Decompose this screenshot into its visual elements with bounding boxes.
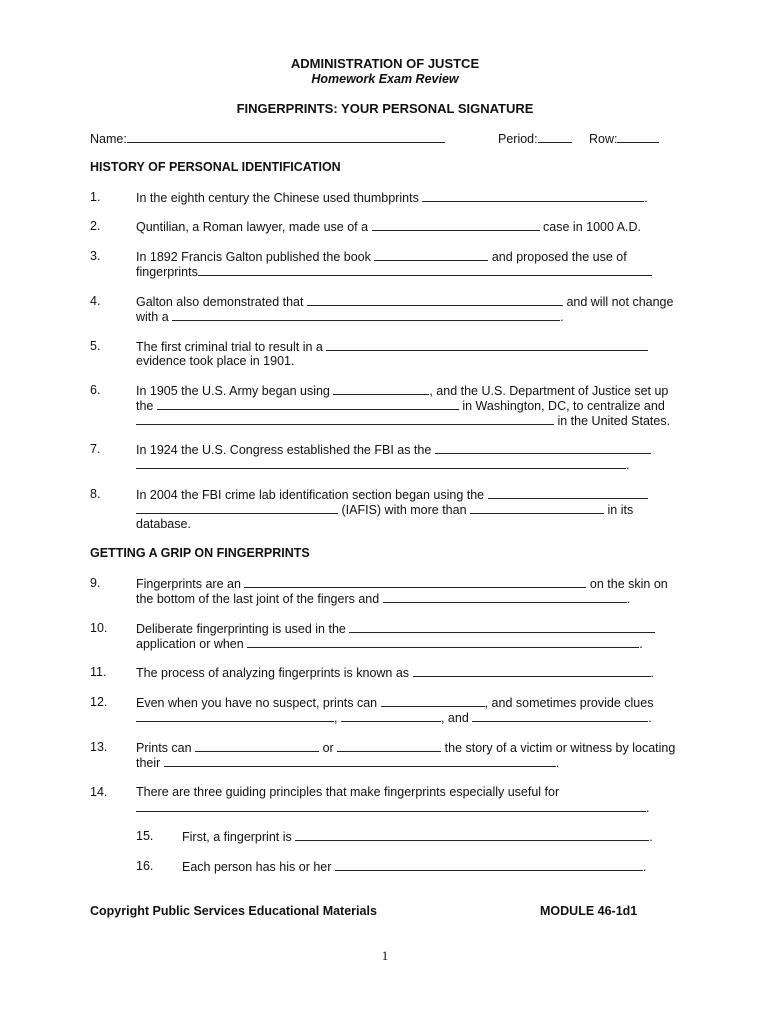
- answer-blank[interactable]: [136, 800, 646, 812]
- answer-blank[interactable]: [244, 576, 586, 588]
- question-text-mid: or: [322, 741, 334, 755]
- name-field: [90, 131, 445, 147]
- answer-blank[interactable]: [470, 502, 604, 514]
- question-text-end: .: [646, 801, 650, 815]
- question-number: 16.: [136, 859, 154, 873]
- question-7-cont: [136, 457, 629, 473]
- question-text-mid: on the skin on: [589, 577, 668, 591]
- period-field: [498, 131, 572, 147]
- question-number: 2.: [90, 219, 101, 233]
- question-text-end: in the United States.: [557, 414, 671, 428]
- row-label: Row:: [589, 132, 618, 146]
- question-text-mid: , and sometimes provide clues: [484, 696, 654, 710]
- question-text: the bottom of the last joint of the fingers and: [136, 592, 380, 606]
- question-text: Prints can: [136, 741, 192, 755]
- question-number: 14.: [90, 785, 108, 799]
- question-9-cont: [136, 591, 630, 607]
- answer-blank[interactable]: [195, 740, 319, 752]
- question-text: Even when you have no suspect, prints can: [136, 696, 378, 710]
- question-number: 15.: [136, 829, 154, 843]
- question-6-cont2: [136, 413, 670, 429]
- answer-blank[interactable]: [383, 591, 627, 603]
- section-grip-heading: GETTING A GRIP ON FINGERPRINTS: [90, 546, 310, 560]
- answer-blank[interactable]: [295, 829, 649, 841]
- question-number: 12.: [90, 695, 108, 709]
- answer-blank[interactable]: [157, 398, 459, 410]
- question-number: 7.: [90, 442, 101, 456]
- question-text-end: case in 1000 A.D.: [543, 220, 642, 234]
- question-text-mid: and will not change: [566, 295, 674, 309]
- answer-blank[interactable]: [247, 636, 639, 648]
- question-number: 13.: [90, 740, 108, 754]
- answer-blank[interactable]: [337, 740, 441, 752]
- question-text-end: .: [555, 756, 560, 770]
- question-text-end: .: [642, 860, 647, 874]
- answer-blank[interactable]: [381, 695, 485, 707]
- question-text: the: [136, 399, 154, 413]
- question-text: with a: [136, 310, 169, 324]
- question-number: 1.: [90, 190, 101, 204]
- page-number: 1: [381, 948, 389, 963]
- question-number: 9.: [90, 576, 101, 590]
- question-text-end: .: [644, 191, 648, 205]
- question-text-mid: , and the U.S. Department of Justice set up: [429, 384, 669, 398]
- question-text: fingerprints: [136, 265, 198, 279]
- question-text: In 1892 Francis Galton published the book: [136, 250, 371, 264]
- answer-blank[interactable]: [326, 339, 648, 351]
- answer-blank[interactable]: [136, 502, 338, 514]
- question-text-mid: the story of a victim or witness by locating: [444, 741, 676, 755]
- question-3-cont: [136, 264, 652, 280]
- answer-blank[interactable]: [136, 457, 626, 469]
- question-text-end: .: [649, 830, 653, 844]
- question-5-cont: evidence took place in 1901.: [136, 354, 295, 368]
- question-8-cont2: database.: [136, 517, 191, 531]
- question-text-end: .: [560, 310, 564, 324]
- answer-blank[interactable]: [435, 442, 651, 454]
- answer-blank[interactable]: [422, 190, 644, 202]
- question-text: The first criminal trial to result in a: [136, 340, 323, 354]
- question-text: Deliberate fingerprinting is used in the: [136, 622, 346, 636]
- question-text: application or when: [136, 637, 244, 651]
- answer-blank[interactable]: [307, 294, 563, 306]
- question-text: Quntilian, a Roman lawyer, made use of a: [136, 220, 369, 234]
- question-number: 10.: [90, 621, 108, 635]
- copyright-text: Copyright Public Services Educational Materials: [90, 904, 377, 918]
- name-label: Name:: [90, 132, 127, 146]
- question-text: First, a fingerprint is: [182, 830, 292, 844]
- question-text-mid: (IAFIS) with more than: [341, 503, 467, 517]
- row-blank[interactable]: [617, 131, 659, 143]
- answer-blank[interactable]: [164, 755, 556, 767]
- question-number: 4.: [90, 294, 101, 308]
- question-number: 8.: [90, 487, 101, 501]
- topic-title: FINGERPRINTS: YOUR PERSONAL SIGNATURE: [236, 101, 534, 116]
- answer-blank[interactable]: [349, 621, 655, 633]
- answer-blank[interactable]: [413, 665, 651, 677]
- question-6-cont: [136, 398, 665, 414]
- answer-blank[interactable]: [335, 859, 643, 871]
- question-text-mid: ,: [334, 711, 338, 725]
- period-blank[interactable]: [538, 131, 572, 143]
- question-4-cont: [136, 309, 564, 325]
- name-blank[interactable]: [127, 131, 445, 143]
- question-text: In 1905 the U.S. Army began using: [136, 384, 330, 398]
- question-number: 3.: [90, 249, 101, 263]
- row-field: [589, 131, 659, 147]
- question-text-end: .: [626, 458, 630, 472]
- answer-blank[interactable]: [172, 309, 560, 321]
- question-text-mid: in its: [607, 503, 634, 517]
- document-subtitle: Homework Exam Review: [311, 72, 459, 86]
- question-number: 11.: [90, 665, 107, 679]
- question-text-end: .: [626, 592, 631, 606]
- question-text: There are three guiding principles that make fingerprints especially useful for: [136, 785, 560, 799]
- question-text: their: [136, 756, 161, 770]
- question-10-cont: [136, 636, 643, 652]
- question-number: 6.: [90, 383, 101, 397]
- answer-blank[interactable]: [198, 264, 652, 276]
- answer-blank[interactable]: [488, 487, 648, 499]
- question-text: Each person has his or her: [182, 860, 332, 874]
- question-text-end: .: [648, 711, 652, 725]
- answer-blank[interactable]: [372, 219, 540, 231]
- question-text-mid: , and: [440, 711, 469, 725]
- question-text: The process of analyzing fingerprints is known as: [136, 666, 410, 680]
- answer-blank[interactable]: [333, 383, 429, 395]
- question-text: Fingerprints are an: [136, 577, 241, 591]
- question-text-end: .: [650, 666, 655, 680]
- answer-blank[interactable]: [341, 710, 441, 722]
- question-text: Galton also demonstrated that: [136, 295, 304, 309]
- module-code: MODULE 46-1d1: [540, 904, 638, 918]
- question-13-cont: [136, 755, 559, 771]
- question-text: In 1924 the U.S. Congress established the FBI as the: [136, 443, 432, 457]
- question-text-end: .: [639, 637, 643, 651]
- question-14-cont: [136, 800, 649, 816]
- question-8-cont: [136, 502, 633, 518]
- document-title: ADMINISTRATION OF JUSTCE: [290, 56, 480, 71]
- answer-blank[interactable]: [136, 413, 554, 425]
- question-text: In the eighth century the Chinese used thumbprints: [136, 191, 419, 205]
- answer-blank[interactable]: [374, 249, 488, 261]
- question-text: In 2004 the FBI crime lab identification section began using the: [136, 488, 485, 502]
- question-text-mid: and proposed the use of: [491, 250, 627, 264]
- section-history-heading: HISTORY OF PERSONAL IDENTIFICATION: [90, 160, 341, 174]
- question-12-cont: [136, 710, 652, 726]
- answer-blank[interactable]: [136, 710, 334, 722]
- question-number: 5.: [90, 339, 101, 353]
- period-label: Period:: [498, 132, 538, 146]
- question-text-mid: in Washington, DC, to centralize and: [462, 399, 665, 413]
- answer-blank[interactable]: [472, 710, 648, 722]
